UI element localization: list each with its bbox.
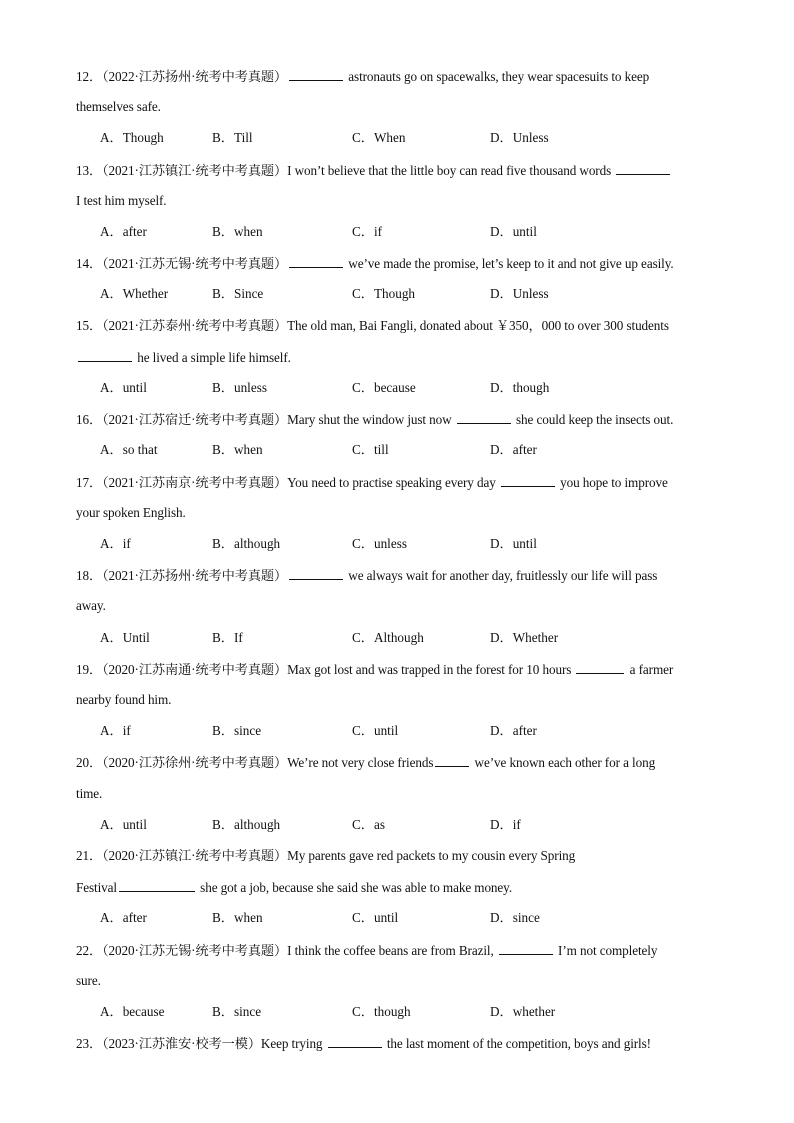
answer-blank[interactable] [501, 474, 555, 487]
stem-text-after-blank: he lived a simple life himself. [134, 349, 291, 365]
question-stem [76, 661, 673, 678]
option-d[interactable]: D．whether [490, 1004, 556, 1019]
stem-text: 16．（2021·江苏宿迁·统考中考真题）Mary shut the window just now [76, 412, 455, 428]
question-stem-continued [76, 786, 102, 802]
option-b[interactable]: B．when [212, 910, 263, 926]
option-b[interactable]: B．since [212, 1004, 262, 1019]
options-row [100, 910, 720, 926]
stem-text-after-blank: the last moment of the competition, boys and girls! [383, 1036, 651, 1052]
option-b[interactable]: B．unless [212, 380, 267, 395]
stem-text: Festival [76, 880, 117, 896]
option-a[interactable]: A．after [100, 910, 147, 926]
option-b[interactable]: B．when [212, 224, 263, 239]
options-row [100, 380, 720, 396]
option-d[interactable]: D．Unless [490, 130, 549, 146]
answer-blank[interactable] [78, 349, 132, 362]
stem-text: 20．（2020·江苏徐州·统考中考真题）We’re not very close friends [76, 755, 434, 771]
answer-blank[interactable] [289, 255, 343, 268]
options-row [100, 286, 720, 302]
stem-text-after-blank: astronauts go on spacewalks, they wear spacesuits to keep [345, 69, 650, 84]
stem-text: nearby found him. [76, 692, 172, 707]
option-c[interactable]: C．Though [352, 286, 416, 302]
stem-text-after-blank: we’ve made the promise, let’s keep to it and not give up easily. [345, 256, 674, 272]
question-stem [76, 162, 672, 179]
answer-blank[interactable] [328, 1035, 382, 1048]
stem-text: 14．（2021·江苏无锡·统考中考真题） [76, 256, 288, 272]
question-stem [76, 942, 657, 959]
option-a[interactable]: A．until [100, 816, 147, 832]
option-a[interactable]: A．Though [100, 130, 164, 146]
option-d[interactable]: D．after [490, 723, 537, 739]
option-c[interactable]: C．until [352, 723, 399, 739]
option-a[interactable]: A．because [100, 1004, 165, 1019]
option-b[interactable]: B．although [212, 536, 281, 551]
option-d[interactable]: D．Whether [490, 629, 559, 645]
stem-text: time. [76, 785, 103, 801]
stem-text-after-blank: a farmer [626, 661, 674, 677]
option-d[interactable]: D．since [490, 910, 540, 926]
question-stem-continued [76, 99, 161, 115]
stem-text-after-blank: I’m not completely [554, 942, 658, 958]
question-stem-continued [76, 349, 291, 366]
option-b[interactable]: B．although [212, 816, 281, 832]
answer-blank[interactable] [289, 567, 343, 580]
option-b[interactable]: B．Till [212, 130, 253, 146]
question-stem-continued [76, 598, 106, 614]
options-row [100, 817, 720, 833]
option-d[interactable]: D．Unless [490, 286, 549, 302]
option-c[interactable]: C．When [352, 130, 406, 146]
stem-text: 15．（2021·江苏泰州·统考中考真题）The old man, Bai Fangli, donated about ￥350，000 to over 300 students [76, 317, 669, 333]
option-d[interactable]: D．until [490, 536, 537, 551]
options-row [100, 630, 720, 646]
question-stem [76, 567, 657, 584]
option-a[interactable]: A．if [100, 536, 131, 551]
stem-text: 19．（2020·江苏南通·统考中考真题）Max got lost and was trapped in the forest for 10 hours [76, 661, 575, 677]
stem-text: away. [76, 598, 106, 614]
option-b[interactable]: B．If [212, 629, 243, 645]
option-c[interactable]: C．Although [352, 629, 424, 645]
question-stem-continued [76, 973, 101, 989]
answer-blank[interactable] [499, 942, 553, 955]
question-stem [76, 754, 655, 771]
answer-blank[interactable] [289, 68, 343, 81]
options-row [100, 1004, 720, 1020]
option-b[interactable]: B．since [212, 723, 262, 739]
stem-text: 12．（2022·江苏扬州·统考中考真题） [76, 69, 288, 84]
option-c[interactable]: C．until [352, 910, 399, 926]
options-row [100, 130, 720, 146]
option-b[interactable]: B．when [212, 442, 263, 458]
stem-text-after-blank: we always wait for another day, fruitlessly our life will pass [345, 568, 658, 584]
stem-text-after-blank: she got a job, because she said she was able to make money. [196, 880, 513, 896]
option-a[interactable]: A．so that [100, 442, 158, 458]
option-d[interactable]: D．after [490, 442, 537, 458]
stem-text: sure. [76, 972, 101, 988]
option-d[interactable]: D．if [490, 816, 521, 832]
options-row [100, 536, 720, 552]
stem-text: 17．（2021·江苏南京·统考中考真题）You need to practise speaking every day [76, 474, 499, 490]
option-a[interactable]: A．Until [100, 629, 150, 645]
answer-blank[interactable] [435, 754, 469, 767]
stem-text: 23．（2023·江苏淮安·校考一模）Keep trying [76, 1036, 326, 1052]
option-c[interactable]: C．because [352, 380, 416, 395]
question-stem [76, 318, 669, 334]
question-stem [76, 68, 649, 85]
stem-text: 18．（2021·江苏扬州·统考中考真题） [76, 568, 288, 584]
options-row [100, 442, 720, 458]
option-a[interactable]: A．if [100, 723, 131, 739]
stem-text-after-blank: she could keep the insects out. [512, 412, 674, 428]
stem-text: 21．（2020·江苏镇江·统考中考真题）My parents gave red packets to my cousin every Spring [76, 848, 576, 863]
option-a[interactable]: A．after [100, 224, 147, 239]
option-d[interactable]: D．until [490, 224, 537, 239]
stem-text: your spoken English. [76, 504, 186, 520]
stem-text-after-blank: we’ve known each other for a long [471, 755, 656, 771]
question-stem-continued [76, 692, 171, 708]
question-stem-continued [76, 879, 512, 896]
question-stem-continued [76, 505, 186, 521]
question-stem [76, 848, 575, 864]
stem-text: 13．（2021·江苏镇江·统考中考真题）I won’t believe that the little boy can read five thousand words [76, 162, 615, 178]
question-stem-continued [76, 193, 167, 209]
option-c[interactable]: C．till [352, 442, 389, 458]
options-row [100, 224, 720, 240]
option-d[interactable]: D．though [490, 380, 550, 395]
answer-blank[interactable] [119, 879, 195, 892]
option-a[interactable]: A．Whether [100, 286, 169, 302]
stem-text: I test him myself. [76, 192, 167, 208]
option-c[interactable]: C．as [352, 816, 385, 832]
stem-text: 22．（2020·江苏无锡·统考中考真题）I think the coffee beans are from Brazil, [76, 942, 497, 958]
answer-blank[interactable] [616, 162, 670, 175]
stem-text: themselves safe. [76, 99, 161, 115]
answer-blank[interactable] [457, 411, 511, 424]
option-a[interactable]: A．until [100, 380, 147, 395]
question-stem [76, 411, 673, 428]
stem-text-after-blank: you hope to improve [556, 474, 668, 490]
question-stem [76, 255, 674, 272]
option-c[interactable]: C．unless [352, 536, 407, 551]
options-row [100, 723, 720, 739]
answer-blank[interactable] [576, 661, 624, 674]
question-stem [76, 474, 668, 491]
option-c[interactable]: C．though [352, 1004, 411, 1019]
option-c[interactable]: C．if [352, 224, 383, 239]
question-stem [76, 1035, 651, 1052]
option-b[interactable]: B．Since [212, 286, 264, 302]
